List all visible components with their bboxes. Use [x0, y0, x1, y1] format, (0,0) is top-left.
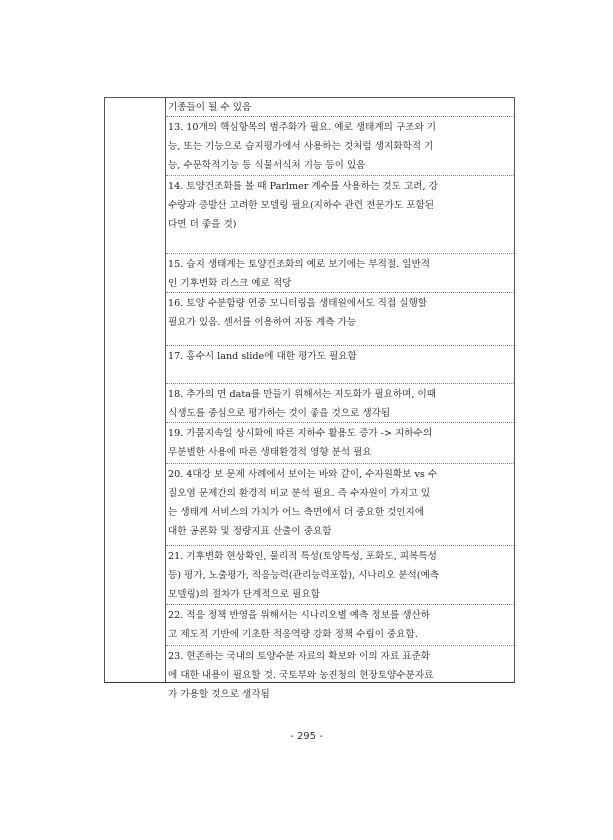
item-line: 기종들이 될 수 있음: [168, 102, 252, 113]
item-line: 대한 공론화 및 정량지표 산출이 중요함: [168, 526, 332, 537]
list-item: [168, 465, 508, 541]
list-item: [168, 547, 508, 604]
item-line: 14. 토양건조화를 볼 때 Parlmer 계수를 사용하는 것도 고려, 강: [168, 181, 438, 192]
item-line: 필요가 있음. 센서를 이용하여 자동 계측 가능: [168, 317, 357, 328]
page-number: - 295 -: [290, 731, 323, 742]
item-line: 는 생태계 서비스의 가치가 어느 측면에서 더 중요한 것인지에: [168, 507, 425, 518]
item-line: 무분별한 사용에 따른 생태환경적 영향 분석 필요: [168, 447, 372, 458]
list-item: [168, 118, 508, 175]
item-line: 15. 습지 생태계는 토양건조화의 예로 보기에는 부적절. 일반적: [168, 259, 431, 270]
item-line: 질오염 문제간의 환경적 비교 분석 필요. 즉 수자원이 가지고 있: [168, 488, 431, 499]
item-separator: [166, 422, 514, 423]
item-line: 능, 또는 기능으로 습지평가에서 사용하는 것처럼 생지화학적 기: [168, 141, 434, 152]
list-item: [168, 385, 508, 423]
item-line: 19. 가뭄지속일 상시화에 따른 지하수 활용도 증가 -> 지하수의: [168, 428, 433, 439]
list-item: [168, 255, 508, 293]
list-item: [168, 424, 508, 462]
item-separator: [166, 292, 514, 293]
item-separator: [166, 253, 514, 254]
item-line: 16. 토양 수분함량 연중 모니터링을 생태원에서도 직접 실행할: [168, 298, 428, 309]
item-separator: [166, 345, 514, 346]
item-line: 13. 10개의 핵심항목의 범주화가 필요. 예로 생태계의 구조와 기: [168, 122, 437, 133]
list-item: [168, 647, 508, 704]
item-line: 인 기후변화 리스크 예로 적당: [168, 278, 292, 289]
item-line: 23. 현존하는 국내의 토양수분 자료의 확보와 이의 자료 표준화: [168, 651, 431, 662]
item-line: 모델링)의 절차가 단계적으로 필요함: [168, 589, 320, 600]
item-line: 22. 적응 정책 반영을 위해서는 시나리오별 예측 정보를 생산하: [168, 610, 431, 621]
list-item: [168, 294, 508, 332]
opinion-table: [104, 97, 515, 700]
item-separator: [166, 383, 514, 384]
item-separator: [166, 116, 514, 117]
item-line: 가 가용할 것으로 생각됨: [168, 689, 270, 700]
item-line: 17. 홍수시 land slide에 대한 평가도 필요함: [168, 351, 357, 362]
list-item: [168, 606, 508, 644]
item-line: 20. 4대강 보 문제 사례에서 보이는 바와 같이, 수자원확보 vs 수: [168, 469, 438, 480]
item-line: 등) 평가, 노출평가, 적응능력(관리능력포함), 시나리오 분석(예측: [168, 570, 440, 581]
item-line: 식생도를 중심으로 평가하는 것이 좋을 것으로 생각됨: [168, 408, 391, 419]
item-separator: [166, 463, 514, 464]
table-left-column: [105, 98, 166, 682]
item-separator: [166, 545, 514, 546]
item-separator: [166, 645, 514, 646]
item-line: 에 대한 내용이 필요할 것. 국토부와 농진청의 현장토양수분자료: [168, 670, 434, 681]
item-line: 고 제도적 기반에 기초한 적응역량 강화 정책 수립이 중요함.: [168, 629, 418, 640]
list-item: [168, 347, 508, 366]
item-line: 능, 수문학적기능 등 식물서식처 기능 등이 있음: [168, 160, 366, 171]
item-separator: [166, 604, 514, 605]
item-line: 다면 더 좋을 것): [168, 219, 237, 230]
list-item: [168, 98, 508, 117]
item-separator: [166, 175, 514, 176]
list-item: [168, 177, 508, 234]
item-line: 21. 기후변화 현상확인, 물리적 특성(토양특성, 포화도, 피복특성: [168, 551, 437, 562]
item-line: 18. 추가의 면 data를 만들기 위해서는 지도화가 필요하며, 이때: [168, 389, 437, 400]
item-line: 수량과 증발산 고려한 모델링 필요(지하수 관련 전문가도 포함된: [168, 200, 435, 211]
